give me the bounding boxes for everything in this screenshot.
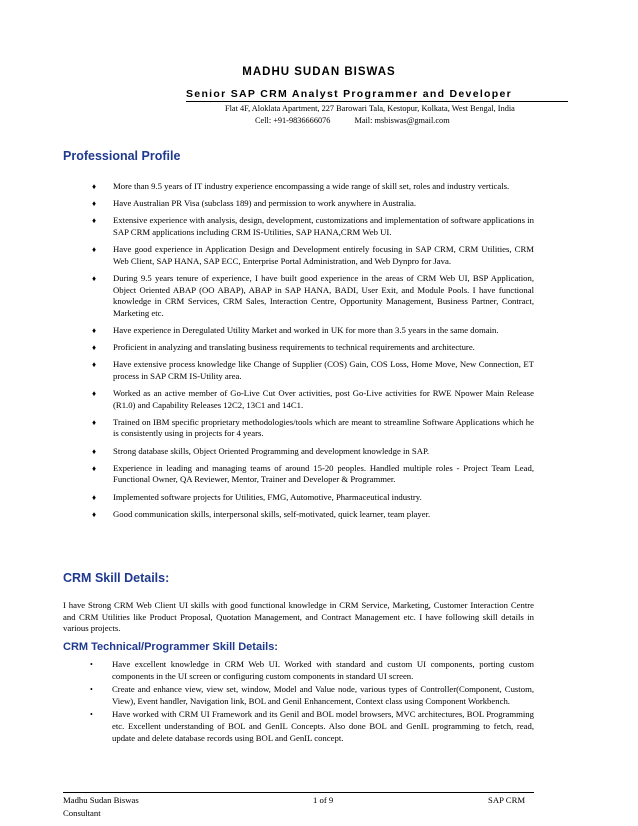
list-item: ♦ During 9.5 years tenure of experience, I have built good experience in the areas of CRM Web UI, BSP Application, Object Oriented ABAP (OO ABAP), ABAP in SAP HANA, BADI, User Exit, and Module Pools. I have functional knowledge in CRM Services, CRM Sales, Interaction Centre, Opportunity Management, Business Partner, Contract, Marketing etc. (92, 272, 534, 318)
dot-bullet-icon: • (90, 710, 93, 720)
diamond-bullet-icon: ♦ (92, 182, 97, 191)
list-item: ♦ Good communication skills, interpersonal skills, self-motivated, quick learner, team player. (92, 508, 431, 519)
diamond-bullet-icon: ♦ (92, 325, 97, 335)
list-item: ♦ Have Australian PR Visa (subclass 189) and permission to work anywhere in Australia. (92, 198, 417, 209)
contact-line (255, 116, 450, 125)
diamond-bullet-icon: ♦ (92, 446, 97, 456)
footer-author-role: Consultant (63, 808, 101, 818)
footer-author: Madhu Sudan Biswas (63, 795, 139, 805)
diamond-bullet-icon: ♦ (92, 245, 97, 255)
footer-divider (63, 792, 534, 793)
diamond-bullet-icon: ♦ (92, 417, 97, 427)
crm-technical-list (90, 659, 534, 746)
address-line: Flat 4F, Aloklata Apartment, 227 Barowari Tala, Kestopur, Kolkata, West Bengal, India (225, 104, 515, 113)
crm-skill-intro: I have Strong CRM Web Client UI skills with good functional knowledge in CRM Service, Marketing, Customer Interaction Centre and CRM Utilities like Product Proposal, Quotation Management, and Contract Management etc. I have following skill details in various projects. (63, 600, 534, 634)
footer-section-label: SAP CRM (488, 795, 526, 805)
diamond-bullet-icon: ♦ (92, 509, 97, 519)
list-item: ♦ Have extensive process knowledge like Change of Supplier (COS) Gain, COS Loss, Home Move, New Connection, ET process in SAP CRM IS-Utility area. (92, 359, 534, 381)
list-item: ♦ Extensive experience with analysis, design, development, customizations and implementation of software applications in SAP CRM applications including CRM IS-Utilities, SAP HANA,CRM Web UI. (92, 215, 534, 237)
diamond-bullet-icon: ♦ (92, 216, 97, 226)
list-item: ♦ Proficient in analyzing and translating business requirements to technical requirements and architecture. (92, 342, 475, 353)
dot-bullet-icon: • (90, 685, 93, 695)
candidate-name: MADHU SUDAN BISWAS (242, 66, 396, 78)
diamond-bullet-icon: ♦ (92, 389, 97, 399)
diamond-bullet-icon: ♦ (92, 360, 97, 370)
list-item: ♦ Strong database skills, Object Oriented Programming and development knowledge in SAP. (92, 445, 430, 456)
email-address: Mail: msbiswas@gmail.com (354, 116, 450, 125)
header-divider (186, 101, 568, 102)
professional-profile-heading: Professional Profile (63, 149, 181, 163)
diamond-bullet-icon: ♦ (92, 199, 97, 209)
cell-number: Cell: +91-9836666076 (255, 116, 331, 125)
list-item: ♦ Experience in leading and managing teams of around 15-20 peoples. Handled multiple roles - Project Team Lead, Functional Owner, QA Reviewer, Mentor, Trainer and Developer & Programmer. (92, 462, 534, 485)
footer-page-number: 1 of 9 (313, 795, 334, 805)
diamond-bullet-icon: ♦ (92, 492, 97, 502)
job-title: Senior SAP CRM Analyst Programmer and Developer (186, 88, 513, 100)
diamond-bullet-icon: ♦ (92, 463, 97, 473)
list-item: • Have worked with CRM UI Framework and its Genil and BOL model browsers, MVC architectures, BOL Programming etc. Excellent understanding of BOL and GenIL Concepts. Also done BOL and GenIL programming to fetch, read, update and delete database records using BOL and GenIL concept. (90, 709, 534, 743)
list-item: • Create and enhance view, view set, window, Model and Value node, various types of Controller(Component, Custom, View), Event handler, Navigation link, BOL and Genil Enhancement, Context class using Component Workbench. (90, 684, 534, 706)
crm-skill-details-heading: CRM Skill Details: (63, 571, 170, 585)
list-item: ♦ Have experience in Deregulated Utility Market and worked in UK for more than 3.5 years in the same domain. (92, 324, 499, 335)
list-item: ♦ Have good experience in Application Design and Development entirely focusing in SAP CRM, CRM Utilities, CRM Web Client, SAP HANA, SAP ECC, Enterprise Portal Administration, and Web Dynpro for Java. (92, 244, 534, 266)
list-item: ♦ Worked as an active member of Go-Live Cut Over activities, post Go-Live activities for RWE Npower Main Release (R1.0) and Capability Releases 12C2, 13C1 and 14C1. (92, 388, 534, 410)
diamond-bullet-icon: ♦ (92, 343, 97, 353)
dot-bullet-icon: • (90, 660, 93, 669)
professional-profile-list (92, 181, 534, 526)
diamond-bullet-icon: ♦ (92, 273, 97, 283)
list-item: ♦ Implemented software projects for Utilities, FMG, Automotive, Pharmaceutical industry. (92, 491, 422, 502)
crm-technical-heading: CRM Technical/Programmer Skill Details: (63, 641, 278, 653)
list-item: • Have excellent knowledge in CRM Web UI. Worked with standard and custom UI components, porting custom components in the UI screen or configuring custom components in standard UI screen. (90, 659, 534, 681)
list-item: ♦ Trained on IBM specific proprietary methodologies/tools which are meant to streamline Software Applications which he is consistently using in projects for 4 years. (92, 416, 534, 439)
list-item: ♦ More than 9.5 years of IT industry experience encompassing a wide range of skill set, roles and industry verticals. (92, 181, 510, 191)
